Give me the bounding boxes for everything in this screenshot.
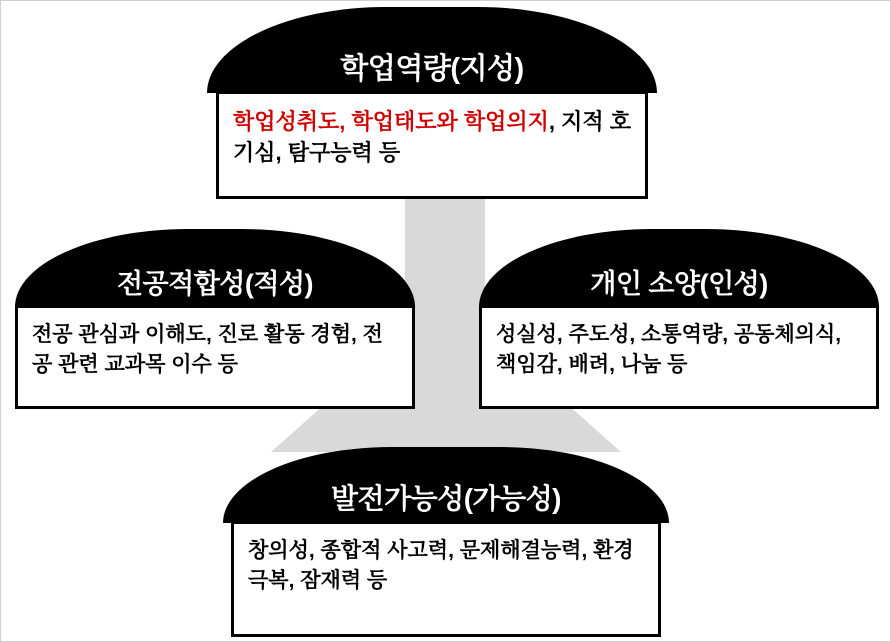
node-academic-body-rest: , 지적 호기심, 탐구능력 등 xyxy=(233,109,631,166)
node-personal-header xyxy=(479,229,879,307)
node-growth-title: 발전가능성(가능성) xyxy=(330,483,562,514)
node-growth-body: 창의성, 종합적 사고력, 문제해결능력, 환경극복, 잠재력 등 xyxy=(231,521,661,637)
node-growth-potential xyxy=(223,447,669,637)
node-major-body: 전공 관심과 이해도, 진로 활동 경험, 전공 관련 교과목 이수 등 xyxy=(15,305,415,409)
node-academic-title: 학업역량(지성) xyxy=(340,53,524,85)
node-academic-competency xyxy=(207,7,657,199)
node-personal-body: 성실성, 주도성, 소통역량, 공동체의식, 책임감, 배려, 나눔 등 xyxy=(479,305,879,409)
node-major-header xyxy=(15,229,415,307)
node-major-fit xyxy=(15,229,415,409)
node-personal-title: 개인 소양(인성) xyxy=(590,269,768,299)
node-academic-header xyxy=(207,7,657,93)
node-growth-header xyxy=(223,447,669,523)
node-academic-body-highlight: 학업성취도, 학업태도와 학업의지 xyxy=(233,109,549,134)
node-major-title: 전공적합성(적성) xyxy=(116,269,314,299)
node-personal-character xyxy=(479,229,879,409)
node-academic-body xyxy=(216,91,648,199)
